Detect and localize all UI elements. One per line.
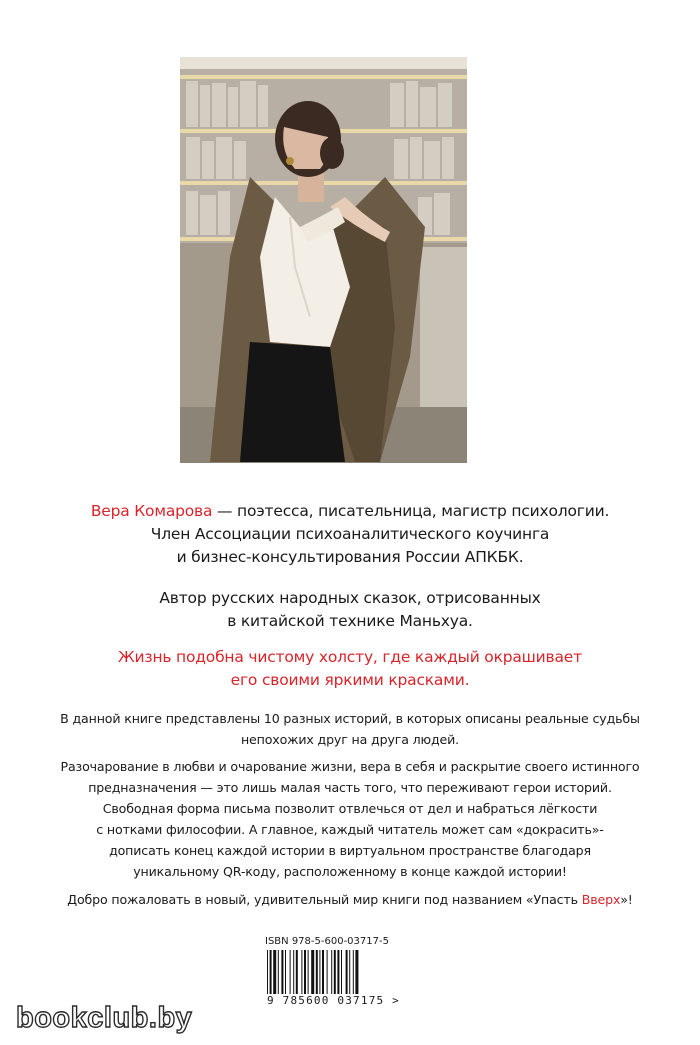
bio-line-1	[0, 500, 700, 523]
welcome-text-before: Добро пожаловать в новый, удивительный мир книги под названием «Упасть	[67, 892, 582, 907]
welcome-line	[40, 889, 660, 910]
quote-line-2: его своими яркими красками.	[230, 671, 470, 689]
bio-line-1-rest: — поэтесса, писательница, магистр психологии.	[212, 502, 610, 520]
author-name: Вера Комарова	[90, 502, 213, 520]
author-bio	[0, 500, 700, 569]
book-title-accent: Вверх	[581, 892, 621, 907]
description-line: Разочарование в любви и очарование жизни, вера в себя и раскрытие своего истинного	[60, 759, 640, 774]
description-line: Свободная форма письма позволит отвлечься от дел и набраться лёгкости	[102, 801, 598, 816]
barcode-bars	[265, 950, 415, 998]
description-line: дописать конец каждой истории в виртуальном пространстве благодаря	[109, 843, 591, 858]
bio-line-4: Автор русских народных сказок, отрисованных	[159, 589, 541, 607]
description-line: В данной книге представлены 10 разных историй, в которых описаны реальные судьбы	[60, 711, 640, 726]
isbn-number: ISBN 978-5-600-03717-5	[265, 936, 389, 947]
description-line: предназначения — это лишь малая часть того, что переживают герои историй.	[88, 780, 612, 795]
quote-line-1: Жизнь подобна чистому холсту, где каждый окрашивает	[118, 648, 582, 666]
quote	[0, 646, 700, 692]
watermark-logo: bookclub.by	[16, 1002, 193, 1034]
description-line: непохожих друг на друга людей.	[240, 732, 460, 747]
author-photo	[180, 57, 467, 463]
barcode-block	[265, 936, 435, 1014]
welcome-text-after: »!	[620, 892, 633, 907]
barcode-digits: 9 785600 037175 >	[267, 994, 400, 1007]
description-paragraph-2	[40, 756, 660, 882]
description-line: с нотками философии. А главное, каждый читатель может сам «докрасить»-	[96, 822, 604, 837]
description-paragraph-1	[40, 708, 660, 750]
description-line: уникальному QR-коду, расположенному в конце каждой истории!	[133, 864, 567, 879]
author-works	[0, 587, 700, 633]
bio-line-5: в китайской технике Маньхуа.	[227, 612, 473, 630]
bio-line-2: Член Ассоциации психоаналитического коучинга	[150, 525, 550, 543]
bio-line-3: и бизнес-консультирования России АПКБК.	[176, 548, 524, 566]
